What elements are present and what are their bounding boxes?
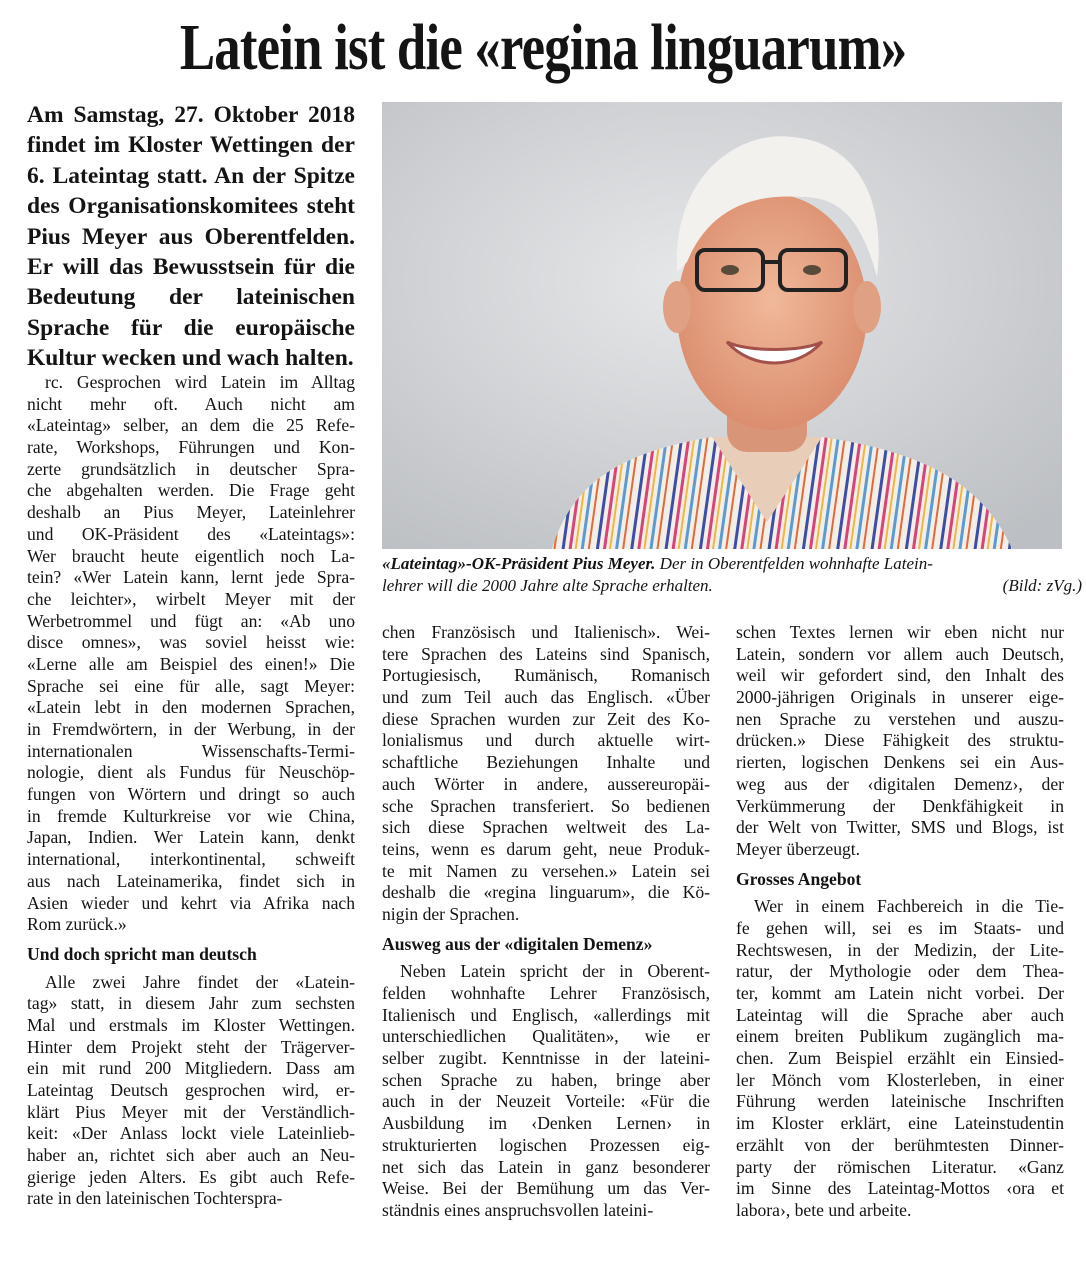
body-line: weil wir gefordert sind, den Inhalt des	[736, 665, 1064, 686]
lead-paragraph	[27, 100, 355, 374]
body-line: Rechtswesen, in der Medizin, der Lite-	[736, 939, 1064, 960]
lead-line: 6. Lateintag statt. An der Spitze	[27, 162, 355, 189]
caption-text: Der in Oberentfelden wohnhafte Latein-	[655, 554, 933, 573]
body-line: Lateintag will die Sprache aber auch	[736, 1004, 1064, 1025]
body-line: lonialismus und durch aktuelle wirt-	[382, 730, 710, 751]
body-line: che leichter», wirbelt Meyer mit der	[27, 588, 355, 609]
body-line: strukturierten logischen Prozessen eig-	[382, 1134, 710, 1155]
body-line: weg aus der ‹digitalen Demenz›, der	[736, 773, 1064, 794]
body-line: Alle zwei Jahre findet der «Latein-	[45, 971, 355, 992]
caption-bold: «Lateintag»-OK-Präsident Pius Meyer.	[382, 554, 656, 573]
body-line: party der römischen Literatur. «Ganz	[736, 1156, 1064, 1177]
body-line: ratur, der Mythologie oder dem Thea-	[736, 961, 1064, 982]
body-line: Wer in einem Fachbereich in die Tie-	[754, 896, 1064, 917]
body-line: internationalen Wissenschafts-Termi-	[27, 740, 355, 761]
body-line: felden wohnhafte Lehrer Französisch,	[382, 983, 710, 1003]
body-line: Rom zurück.»	[27, 914, 127, 935]
body-line: teins, wenn es darum geht, neue Produk-	[382, 838, 710, 859]
body-line: «Latein lebt in den modernen Sprachen,	[27, 697, 355, 718]
body-line: deshalb die «regina linguarum», die Kö-	[382, 882, 710, 903]
body-line: Latein, sondern vor allem auch Deutsch,	[736, 643, 1064, 664]
body-line: Neben Latein spricht der in Oberent-	[400, 961, 710, 982]
body-line: Wer braucht heute eigentlich noch La-	[27, 545, 355, 566]
body-line: Portugiesisch, Rumänisch, Romanisch	[382, 665, 710, 686]
body-line: im Kloster erklärt, eine Lateinstudentin	[736, 1113, 1064, 1134]
body-line: Führung werden lateinische Inschriften	[736, 1091, 1064, 1112]
body-line: Mal und erstmals im Kloster Wettingen.	[27, 1014, 355, 1035]
body-line: «Lateintag» selber, an dem die 25 Refe-	[27, 415, 355, 436]
body-line: zerte grundsätzlich in deutscher Spra-	[27, 458, 355, 479]
lead-line: Bedeutung der lateinischen	[27, 284, 355, 311]
lead-line: findet im Kloster Wettingen der	[27, 132, 355, 159]
body-line: chen Französisch und Italienisch». Wei-	[382, 622, 710, 642]
lead-line: Pius Meyer aus Oberentfelden.	[27, 223, 355, 250]
body-line: der Welt von Twitter, SMS und Blogs, ist	[736, 817, 1064, 838]
body-line: «Lerne alle am Beispiel des einen!» Die	[27, 653, 355, 674]
body-line: Asien wieder und kehrt via Afrika nach	[27, 892, 355, 913]
column-2	[382, 622, 710, 1222]
body-line: ein mit rund 200 Mitgliedern. Dass am	[27, 1058, 355, 1079]
body-line: deshalb an Pius Meyer, Lateinlehrer	[27, 502, 355, 523]
lead-line: Am Samstag, 27. Oktober 2018	[27, 102, 355, 128]
body-line: ter, kommt am Latein nicht vorbei. Der	[736, 983, 1064, 1003]
column-1	[27, 372, 355, 1210]
body-line: rate in den lateinischen Tochterspra-	[27, 1188, 283, 1209]
body-line: chen. Zum Beispiel erzählt ein Einsied-	[736, 1048, 1064, 1069]
body-line: nigin der Sprachen.	[382, 903, 520, 924]
body-line: Weise. Bei der Bemühung um das Ver-	[382, 1178, 710, 1199]
body-line: unterschiedlichen Qualitäten», wie er	[382, 1026, 710, 1047]
body-line: schaftliche Beziehungen Inhalte und	[382, 752, 710, 773]
body-line: tag» statt, in diesem Jahr zum sechsten	[27, 993, 355, 1014]
body-line: erzählt von der berühmtesten Dinner-	[736, 1134, 1064, 1155]
body-line: ständnis eines anspruchsvollen lateini-	[382, 1199, 654, 1220]
body-line: nologie, dient als Fundus für Neuschöp-	[27, 762, 355, 783]
body-line: sich diese Sprachen weltweit des La-	[382, 817, 710, 838]
body-line: rc. Gesprochen wird Latein im Alltag	[45, 372, 355, 392]
body-line: schen Sprache zu haben, bringe aber	[382, 1069, 710, 1090]
body-line: aus nach Lateinamerika, findet sich in	[27, 870, 355, 891]
body-line: auch Wörter in andere, aussereuropäi-	[382, 773, 710, 794]
body-line: rierten, logischen Denkens sei ein Aus-	[736, 752, 1064, 773]
lead-line: Kultur wecken und wach halten.	[27, 345, 354, 372]
subheading: Und doch spricht man deutsch	[27, 943, 257, 964]
body-line: Hinter dem Projekt steht der Trägerver-	[27, 1036, 355, 1057]
body-line: labora›, bete und arbeite.	[736, 1199, 912, 1220]
body-line: ler Mönch vom Klosterleben, in einer	[736, 1069, 1064, 1090]
body-line: che abgehalten werden. Die Frage geht	[27, 480, 355, 501]
body-line: net sich das Latein in ganz besonderer	[382, 1156, 710, 1177]
body-line: fe gehen will, sei es im Staats- und	[736, 917, 1064, 938]
body-line: haber an, richtet sich aber auch an Neu-	[27, 1145, 355, 1166]
column-3	[736, 622, 1064, 1222]
body-line: disce omnes», was soviel heisst wie:	[27, 632, 355, 653]
body-line: Japan, Indien. Wer Latein kann, denkt	[27, 827, 355, 848]
body-line: keit: «Der Anlass lockt viele Lateinlieb-	[27, 1123, 355, 1144]
body-line: gierige jeden Alters. Es gibt auch Refe-	[27, 1166, 355, 1187]
body-line: im Sinne des Lateintag-Mottos ‹ora et	[736, 1178, 1064, 1199]
body-line: tein? «Wer Latein kann, lernt jede Spra-	[27, 567, 355, 588]
body-line: Italienisch und Englisch, «allerdings mit	[382, 1004, 710, 1025]
subheading: Grosses Angebot	[736, 868, 862, 889]
body-line: Werbetrommel und fügt an: «Ab uno	[27, 610, 355, 631]
photo-credit: (Bild: zVg.)	[1002, 575, 1082, 595]
body-line: in Fremdwörtern, in der Werbung, in der	[27, 719, 355, 739]
body-line: klärt Pius Meyer mit der Verständlich-	[27, 1101, 355, 1122]
photo-caption	[382, 553, 1082, 596]
body-line: in fremde Kulturkreise vor wie China,	[27, 805, 355, 826]
lead-line: Er will das Bewusstsein für die	[27, 254, 355, 281]
body-line: 2000-jährigen Originals in unserer eige-	[736, 687, 1064, 708]
body-line: Sprache sei eine für alle, sagt Meyer:	[27, 675, 355, 696]
body-line: Meyer überzeugt.	[736, 838, 861, 859]
body-line: fungen von Wörtern und dringt so auch	[27, 784, 355, 805]
body-line: rate, Workshops, Führungen und Kon-	[27, 437, 355, 458]
body-line: nicht mehr oft. Auch nicht am	[27, 393, 355, 414]
body-line: te mit Namen zu versehen.» Latein sei	[382, 860, 710, 881]
headline: Latein ist die «regina linguarum»	[179, 11, 907, 84]
body-line: einem breiten Publikum zugänglich ma-	[736, 1026, 1064, 1047]
body-line: nen Sprache zu verstehen und auszu-	[736, 708, 1064, 729]
caption-line-2: lehrer will die 2000 Jahre alte Sprache erhalten.	[382, 575, 713, 595]
body-line: Lateintag Deutsch gesprochen wird, er-	[27, 1080, 355, 1100]
body-line: schen Textes lernen wir eben nicht nur	[736, 622, 1064, 642]
body-line: selber zugibt. Kenntnisse in der lateini-	[382, 1048, 710, 1069]
body-line: Ausbildung im ‹Denken Lernen› in	[382, 1113, 710, 1134]
lead-line: Sprache für die europäische	[27, 314, 355, 341]
body-line: international, interkontinental, schweift	[27, 849, 355, 870]
body-line: und OK-Präsident des «Lateintags»:	[27, 523, 355, 544]
portrait-photo	[382, 102, 1062, 549]
body-line: Verkümmerung der Denkfähigkeit in	[736, 795, 1064, 816]
body-line: sche Sprachen transferiert. So bedienen	[382, 795, 710, 816]
body-line: diese Sprachen wurden zur Zeit des Ko-	[382, 708, 710, 729]
body-line: und zum Teil auch das Englisch. «Über	[382, 687, 710, 708]
lead-line: des Organisationskomitees steht	[27, 193, 355, 220]
subheading: Ausweg aus der «digitalen Demenz»	[382, 933, 653, 954]
body-line: tere Sprachen des Lateins sind Spanisch,	[382, 643, 710, 664]
body-line: drücken.» Diese Fähigkeit des struktu-	[736, 730, 1064, 751]
body-line: auch in der Neuzeit Vorteile: «Für die	[382, 1091, 710, 1112]
